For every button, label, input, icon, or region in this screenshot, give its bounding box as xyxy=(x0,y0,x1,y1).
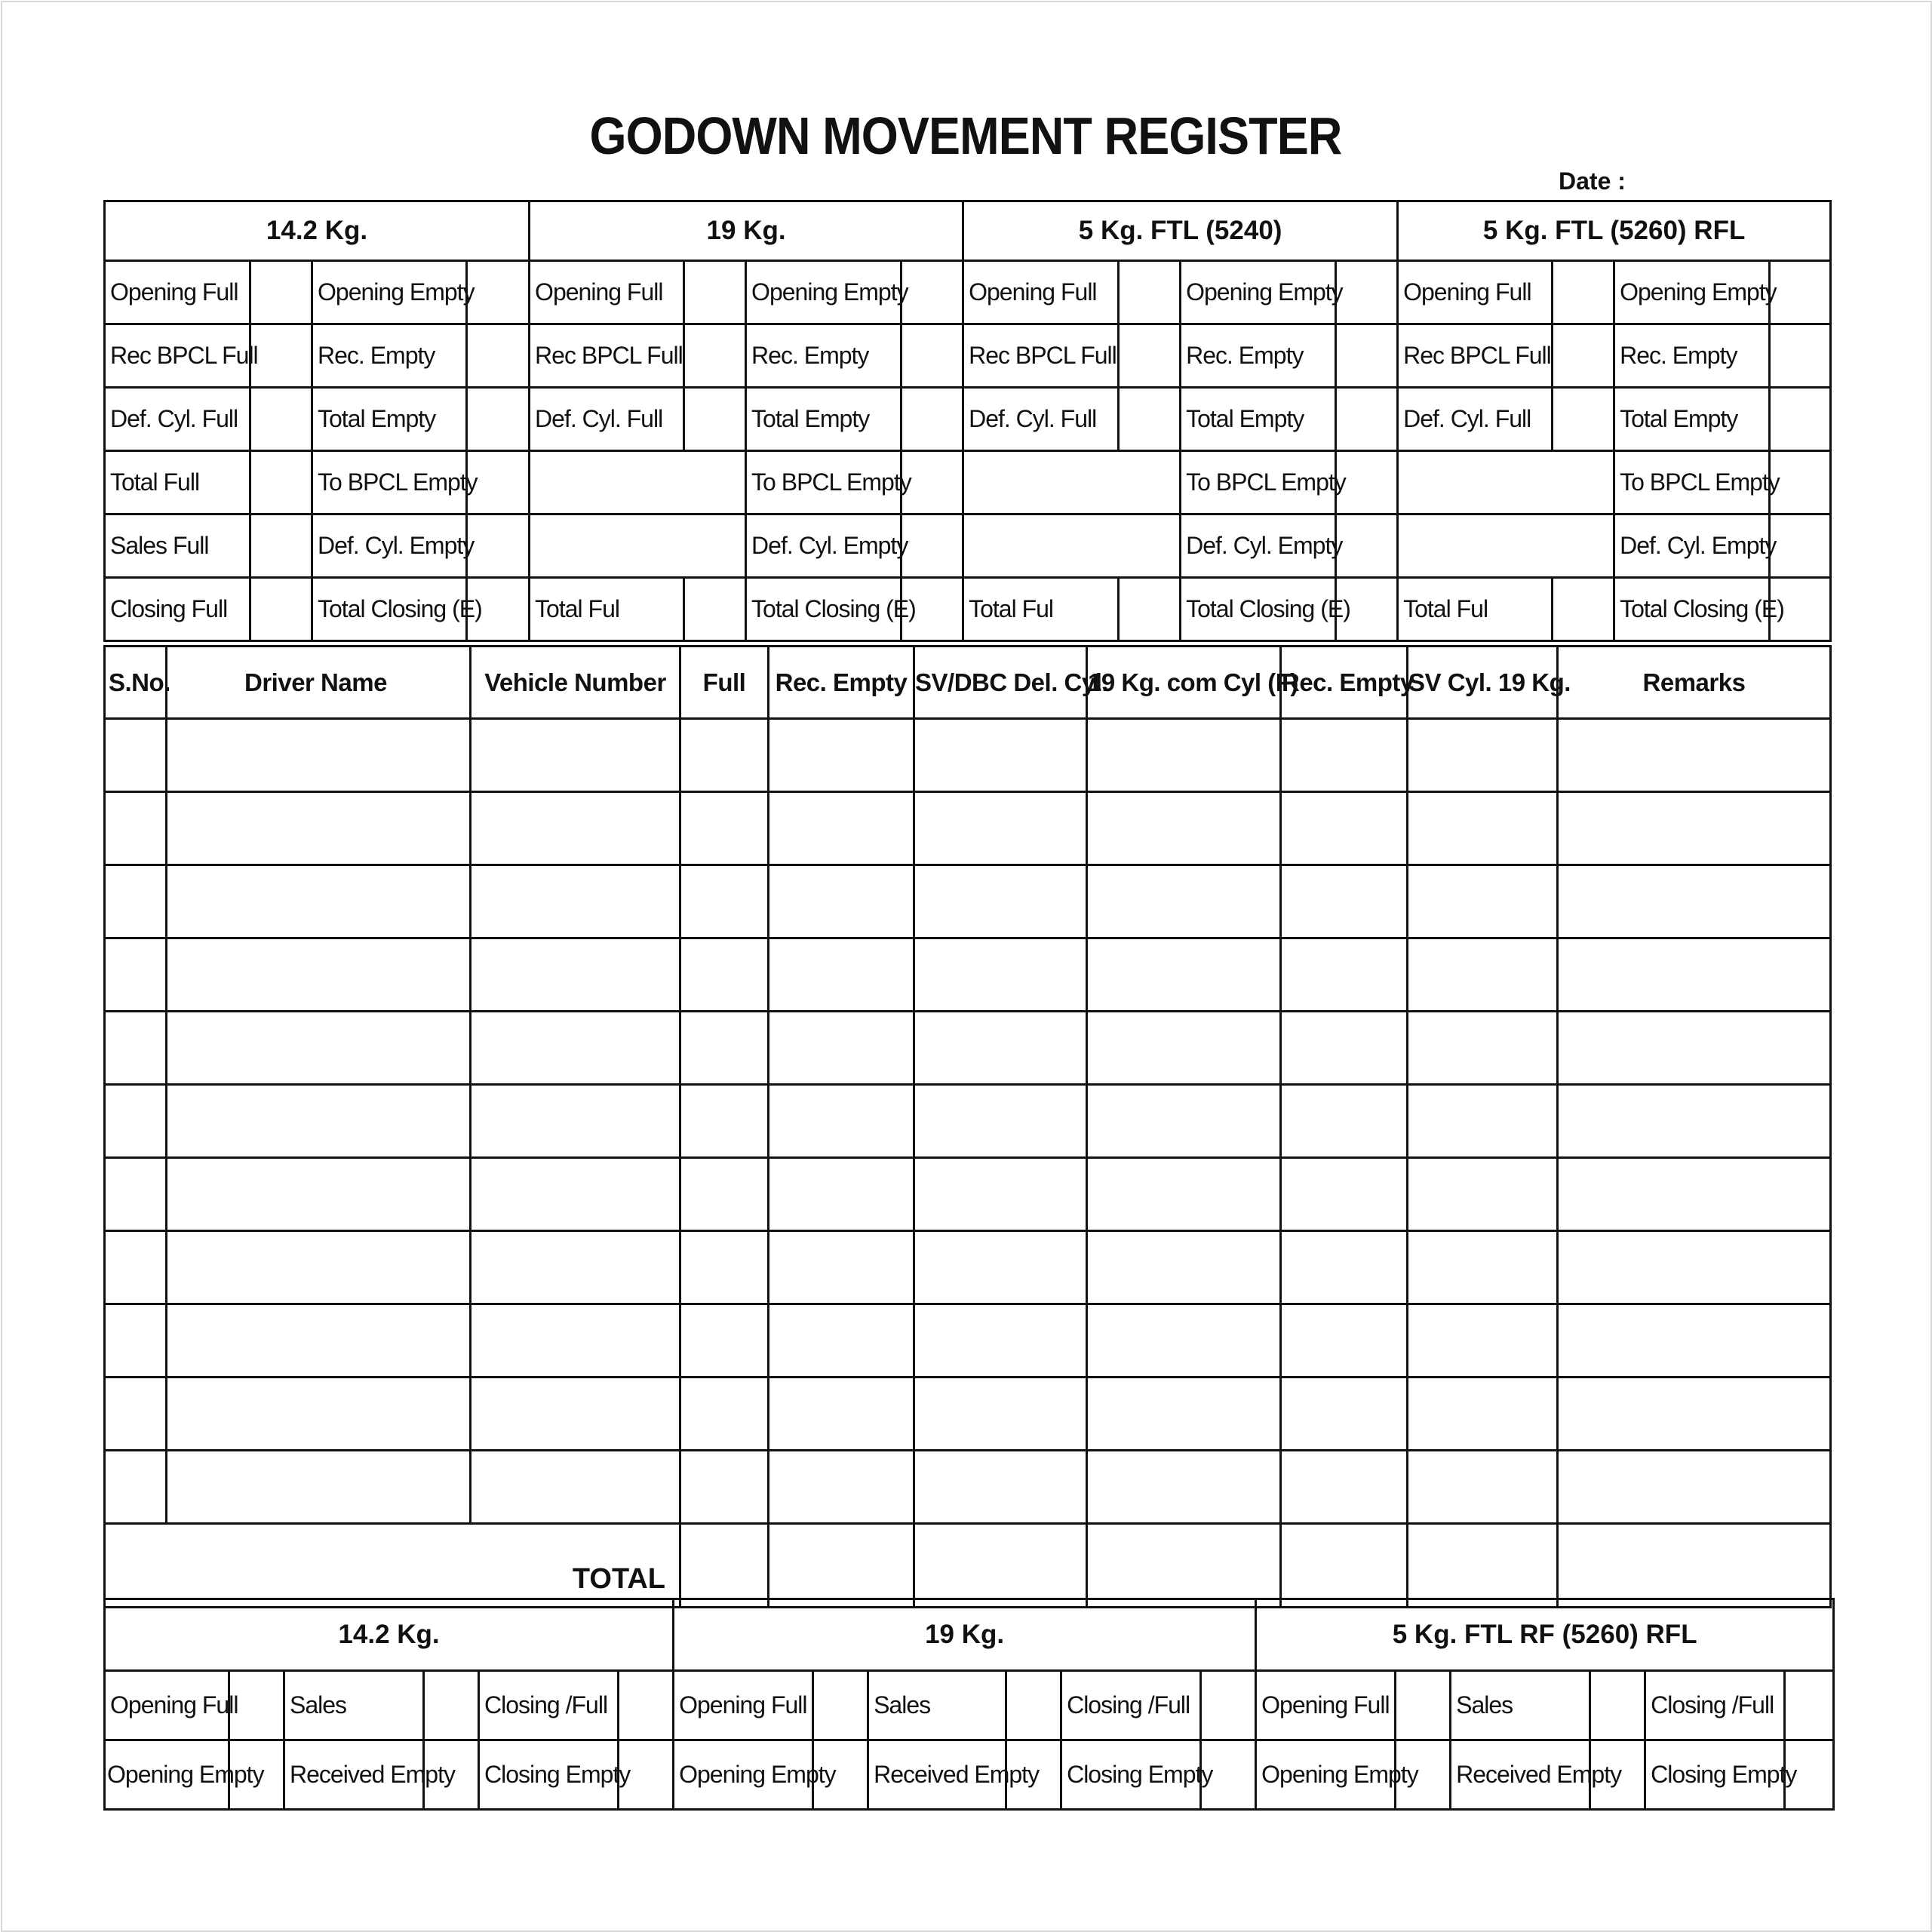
stock-label: To BPCL Empty xyxy=(1614,451,1770,514)
col-full: Full xyxy=(680,647,769,719)
summary-value-cell[interactable] xyxy=(424,1671,479,1740)
table-cell[interactable] xyxy=(167,1304,471,1378)
table-cell[interactable] xyxy=(914,792,1087,865)
table-cell[interactable] xyxy=(167,1378,471,1451)
movement-header-row xyxy=(105,647,1831,719)
table-cell[interactable] xyxy=(769,1158,914,1231)
table-row xyxy=(105,1451,1831,1524)
table-cell[interactable] xyxy=(471,1304,680,1378)
table-cell[interactable] xyxy=(769,1304,914,1378)
table-cell[interactable] xyxy=(769,938,914,1012)
summary-label: Opening Full xyxy=(1256,1671,1396,1740)
table-cell[interactable] xyxy=(769,1231,914,1304)
stock-label: Rec. Empty xyxy=(312,324,467,388)
table-cell[interactable] xyxy=(680,1158,769,1231)
summary-label: Received Empty xyxy=(1451,1740,1590,1810)
stock-label: Rec BPCL Full xyxy=(1398,324,1553,388)
table-cell[interactable] xyxy=(1087,865,1281,938)
table-cell[interactable] xyxy=(105,1304,167,1378)
table-cell[interactable] xyxy=(1087,1451,1281,1524)
table-cell[interactable] xyxy=(1281,1378,1408,1451)
stock-label: To BPCL Empty xyxy=(746,451,901,514)
summary-value-cell[interactable] xyxy=(813,1671,868,1740)
total-row xyxy=(105,1524,1831,1608)
table-cell[interactable] xyxy=(914,1158,1087,1231)
table-cell[interactable] xyxy=(1558,1158,1831,1231)
stock-label: To BPCL Empty xyxy=(312,451,467,514)
table-cell[interactable] xyxy=(1087,1231,1281,1304)
stock-label: Total Ful xyxy=(963,578,1119,641)
stock-empty-cell[interactable] xyxy=(1398,514,1614,578)
table-cell[interactable] xyxy=(471,865,680,938)
total-label: TOTAL xyxy=(105,1524,680,1608)
table-row xyxy=(105,1231,1831,1304)
summary-label: Opening Full xyxy=(674,1671,813,1740)
table-cell[interactable] xyxy=(1087,1158,1281,1231)
table-cell[interactable] xyxy=(680,792,769,865)
table-cell[interactable] xyxy=(471,1085,680,1158)
table-cell[interactable] xyxy=(1408,792,1558,865)
table-cell[interactable] xyxy=(471,1378,680,1451)
table-cell[interactable] xyxy=(1558,865,1831,938)
stock-label: Def. Cyl. Full xyxy=(1398,388,1553,451)
summary-value-cell[interactable] xyxy=(1201,1671,1256,1740)
total-cell[interactable] xyxy=(769,1524,914,1608)
stock-empty-cell[interactable] xyxy=(963,514,1181,578)
table-cell[interactable] xyxy=(105,1451,167,1524)
stock-value-cell[interactable] xyxy=(1770,261,1831,324)
stock-label: Rec BPCL Full xyxy=(105,324,250,388)
table-cell[interactable] xyxy=(769,1085,914,1158)
table-cell[interactable] xyxy=(471,1451,680,1524)
movement-table xyxy=(103,645,1832,1608)
stock-value-cell[interactable] xyxy=(684,324,746,388)
table-row xyxy=(105,1304,1831,1378)
stock-value-cell[interactable] xyxy=(1553,388,1614,451)
stock-label: To BPCL Empty xyxy=(1181,451,1336,514)
table-cell[interactable] xyxy=(105,1012,167,1085)
table-cell[interactable] xyxy=(1087,1378,1281,1451)
table-cell[interactable] xyxy=(1087,938,1281,1012)
total-cell[interactable] xyxy=(1408,1524,1558,1608)
table-cell[interactable] xyxy=(167,1085,471,1158)
table-cell[interactable] xyxy=(1281,1012,1408,1085)
table-cell[interactable] xyxy=(1408,1451,1558,1524)
stock-label: Opening Full xyxy=(963,261,1119,324)
summary-label: Opening Empty xyxy=(674,1740,813,1810)
table-cell[interactable] xyxy=(167,719,471,792)
summary-label: Received Empty xyxy=(284,1740,424,1810)
table-row xyxy=(105,1012,1831,1085)
table-cell[interactable] xyxy=(1408,1158,1558,1231)
table-cell[interactable] xyxy=(1558,1451,1831,1524)
table-cell[interactable] xyxy=(680,1231,769,1304)
table-cell[interactable] xyxy=(1281,792,1408,865)
stock-empty-cell[interactable] xyxy=(530,514,746,578)
table-cell[interactable] xyxy=(1558,1304,1831,1378)
stock-value-cell[interactable] xyxy=(684,261,746,324)
stock-value-cell[interactable] xyxy=(250,578,312,641)
table-cell[interactable] xyxy=(680,865,769,938)
table-cell[interactable] xyxy=(680,1378,769,1451)
table-cell[interactable] xyxy=(914,938,1087,1012)
summary-value-cell[interactable] xyxy=(1396,1671,1451,1740)
stock-value-cell[interactable] xyxy=(901,514,963,578)
table-cell[interactable] xyxy=(105,792,167,865)
summary-label: Sales xyxy=(868,1671,1006,1740)
table-cell[interactable] xyxy=(1558,792,1831,865)
summary-heading-14kg: 14.2 Kg. xyxy=(105,1599,674,1671)
table-cell[interactable] xyxy=(105,1158,167,1231)
table-cell[interactable] xyxy=(471,1158,680,1231)
stock-empty-cell[interactable] xyxy=(1398,451,1614,514)
table-cell[interactable] xyxy=(1408,719,1558,792)
stock-label: Def. Cyl. Full xyxy=(105,388,250,451)
table-cell[interactable] xyxy=(680,1012,769,1085)
table-cell[interactable] xyxy=(1087,1304,1281,1378)
stock-value-cell[interactable] xyxy=(250,451,312,514)
col-vehicle-number: Vehicle Number xyxy=(471,647,680,719)
stock-value-cell[interactable] xyxy=(684,578,746,641)
table-cell[interactable] xyxy=(1281,1085,1408,1158)
table-cell[interactable] xyxy=(680,1304,769,1378)
stock-value-cell[interactable] xyxy=(467,388,530,451)
stock-label: Total Empty xyxy=(746,388,901,451)
stock-label: Rec BPCL Full xyxy=(530,324,684,388)
stock-label: Opening Empty xyxy=(746,261,901,324)
summary-heading-19kg: 19 Kg. xyxy=(674,1599,1256,1671)
table-cell[interactable] xyxy=(1408,938,1558,1012)
table-cell[interactable] xyxy=(1281,1158,1408,1231)
table-cell[interactable] xyxy=(1281,1231,1408,1304)
table-cell[interactable] xyxy=(1558,1378,1831,1451)
summary-label: Opening Empty xyxy=(1256,1740,1396,1810)
table-cell[interactable] xyxy=(769,1378,914,1451)
stock-value-cell[interactable] xyxy=(467,514,530,578)
table-cell[interactable] xyxy=(1408,1012,1558,1085)
stock-value-cell[interactable] xyxy=(901,261,963,324)
summary-value-cell[interactable] xyxy=(619,1671,674,1740)
table-cell[interactable] xyxy=(1558,938,1831,1012)
table-cell[interactable] xyxy=(1408,1085,1558,1158)
summary-label: Opening Full xyxy=(105,1671,229,1740)
stock-label: Opening Full xyxy=(105,261,250,324)
stock-value-cell[interactable] xyxy=(1770,324,1831,388)
table-cell[interactable] xyxy=(1087,1085,1281,1158)
stock-value-cell[interactable] xyxy=(1336,388,1398,451)
stock-value-cell[interactable] xyxy=(1553,261,1614,324)
stock-label: Rec BPCL Full xyxy=(963,324,1119,388)
summary-heading-5kg: 5 Kg. FTL RF (5260) RFL xyxy=(1256,1599,1834,1671)
stock-value-cell[interactable] xyxy=(1336,514,1398,578)
table-cell[interactable] xyxy=(769,792,914,865)
stock-label: Rec. Empty xyxy=(1614,324,1770,388)
page-title: GODOWN MOVEMENT REGISTER xyxy=(589,106,1342,165)
table-cell[interactable] xyxy=(680,719,769,792)
table-cell[interactable] xyxy=(471,792,680,865)
table-cell[interactable] xyxy=(769,1451,914,1524)
stock-value-cell[interactable] xyxy=(467,261,530,324)
table-cell[interactable] xyxy=(105,865,167,938)
table-cell[interactable] xyxy=(914,1378,1087,1451)
col-sv-cyl-19kg: SV Cyl. 19 Kg. xyxy=(1408,647,1558,719)
table-cell[interactable] xyxy=(471,1012,680,1085)
col-remarks: Remarks xyxy=(1558,647,1831,719)
stock-table xyxy=(103,200,1832,642)
stock-label: Total Closing (E) xyxy=(746,578,901,641)
stock-label: Def. Cyl. Empty xyxy=(1614,514,1770,578)
stock-label: Rec. Empty xyxy=(746,324,901,388)
col-19kg-com-cyl: 19 Kg. com Cyl (F) xyxy=(1087,647,1281,719)
col-rec-empty: Rec. Empty xyxy=(769,647,914,719)
stock-label: Total Empty xyxy=(1181,388,1336,451)
stock-label: Opening Full xyxy=(1398,261,1553,324)
summary-label: Closing /Full xyxy=(1645,1671,1785,1740)
stock-value-cell[interactable] xyxy=(1119,261,1181,324)
total-cell[interactable] xyxy=(680,1524,769,1608)
table-cell[interactable] xyxy=(1087,792,1281,865)
stock-value-cell[interactable] xyxy=(1553,578,1614,641)
table-cell[interactable] xyxy=(167,1158,471,1231)
stock-value-cell[interactable] xyxy=(1336,324,1398,388)
section-heading-5kg-5240: 5 Kg. FTL (5240) xyxy=(963,201,1398,261)
table-row xyxy=(105,719,1831,792)
table-cell[interactable] xyxy=(1087,719,1281,792)
summary-value-cell[interactable] xyxy=(1785,1671,1834,1740)
stock-label: Total Ful xyxy=(530,578,684,641)
table-cell[interactable] xyxy=(471,938,680,1012)
stock-value-cell[interactable] xyxy=(1553,324,1614,388)
table-cell[interactable] xyxy=(167,1231,471,1304)
table-row xyxy=(105,1085,1831,1158)
table-cell[interactable] xyxy=(105,719,167,792)
stock-label: Total Empty xyxy=(1614,388,1770,451)
col-sno: S.No. xyxy=(105,647,167,719)
section-heading-5kg-5260: 5 Kg. FTL (5260) RFL xyxy=(1398,201,1831,261)
stock-label: Def. Cyl. Full xyxy=(530,388,684,451)
stock-value-cell[interactable] xyxy=(250,324,312,388)
summary-table xyxy=(103,1598,1835,1811)
stock-value-cell[interactable] xyxy=(901,324,963,388)
table-row xyxy=(105,938,1831,1012)
stock-label: Def. Cyl. Empty xyxy=(746,514,901,578)
table-cell[interactable] xyxy=(1281,1451,1408,1524)
stock-label: Total Closing (E) xyxy=(1614,578,1770,641)
stock-value-cell[interactable] xyxy=(1336,261,1398,324)
stock-label: Opening Full xyxy=(530,261,684,324)
col-sv-dbc-del-cyl: SV/DBC Del. Cyl. xyxy=(914,647,1087,719)
total-cell[interactable] xyxy=(914,1524,1087,1608)
table-row xyxy=(105,865,1831,938)
table-cell[interactable] xyxy=(914,1451,1087,1524)
stock-value-cell[interactable] xyxy=(250,514,312,578)
table-cell[interactable] xyxy=(1408,1231,1558,1304)
table-cell[interactable] xyxy=(914,719,1087,792)
table-cell[interactable] xyxy=(1408,1378,1558,1451)
stock-label: Def. Cyl. Full xyxy=(963,388,1119,451)
total-cell[interactable] xyxy=(1087,1524,1281,1608)
stock-value-cell[interactable] xyxy=(1119,578,1181,641)
stock-value-cell[interactable] xyxy=(467,324,530,388)
stock-empty-cell[interactable] xyxy=(963,451,1181,514)
total-cell[interactable] xyxy=(1281,1524,1408,1608)
summary-label: Closing /Full xyxy=(479,1671,619,1740)
stock-label: Total Closing (E) xyxy=(312,578,467,641)
table-cell[interactable] xyxy=(914,1085,1087,1158)
stock-value-cell[interactable] xyxy=(1770,388,1831,451)
summary-label: Closing Empty xyxy=(1645,1740,1785,1810)
stock-label: Opening Empty xyxy=(312,261,467,324)
table-cell[interactable] xyxy=(105,1085,167,1158)
summary-label: Received Empty xyxy=(868,1740,1006,1810)
stock-label: Total Full xyxy=(105,451,250,514)
stock-label: Closing Full xyxy=(105,578,250,641)
table-cell[interactable] xyxy=(105,1378,167,1451)
table-cell[interactable] xyxy=(1281,938,1408,1012)
total-cell[interactable] xyxy=(1558,1524,1831,1608)
stock-value-cell[interactable] xyxy=(1770,514,1831,578)
table-row xyxy=(105,1158,1831,1231)
table-cell[interactable] xyxy=(167,865,471,938)
table-cell[interactable] xyxy=(471,1231,680,1304)
table-cell[interactable] xyxy=(914,1304,1087,1378)
summary-label: Closing /Full xyxy=(1061,1671,1201,1740)
table-cell[interactable] xyxy=(1408,1304,1558,1378)
table-cell[interactable] xyxy=(1281,719,1408,792)
table-cell[interactable] xyxy=(1408,865,1558,938)
stock-value-cell[interactable] xyxy=(1119,388,1181,451)
table-cell[interactable] xyxy=(680,938,769,1012)
stock-label: Def. Cyl. Empty xyxy=(1181,514,1336,578)
col-driver-name: Driver Name xyxy=(167,647,471,719)
table-cell[interactable] xyxy=(914,865,1087,938)
stock-empty-cell[interactable] xyxy=(530,451,746,514)
stock-label: Total Ful xyxy=(1398,578,1553,641)
table-cell[interactable] xyxy=(1558,719,1831,792)
stock-label: Opening Empty xyxy=(1181,261,1336,324)
section-heading-14kg: 14.2 Kg. xyxy=(105,201,530,261)
date-label: Date : xyxy=(1559,167,1626,195)
stock-value-cell[interactable] xyxy=(901,388,963,451)
stock-label: Sales Full xyxy=(105,514,250,578)
table-cell[interactable] xyxy=(680,1085,769,1158)
table-cell[interactable] xyxy=(680,1451,769,1524)
section-heading-19kg: 19 Kg. xyxy=(530,201,963,261)
summary-label: Closing Empty xyxy=(479,1740,619,1810)
summary-value-cell[interactable] xyxy=(1590,1671,1645,1740)
table-cell[interactable] xyxy=(1281,865,1408,938)
stock-value-cell[interactable] xyxy=(684,388,746,451)
table-cell[interactable] xyxy=(167,938,471,1012)
table-cell[interactable] xyxy=(1558,1231,1831,1304)
table-cell[interactable] xyxy=(471,719,680,792)
summary-label: Sales xyxy=(1451,1671,1590,1740)
stock-value-cell[interactable] xyxy=(1119,324,1181,388)
stock-value-cell[interactable] xyxy=(250,388,312,451)
summary-label: Closing Empty xyxy=(1061,1740,1201,1810)
table-cell[interactable] xyxy=(914,1231,1087,1304)
table-cell[interactable] xyxy=(167,1012,471,1085)
table-cell[interactable] xyxy=(105,1231,167,1304)
table-cell[interactable] xyxy=(769,1012,914,1085)
stock-label: Rec. Empty xyxy=(1181,324,1336,388)
table-cell[interactable] xyxy=(914,1012,1087,1085)
table-cell[interactable] xyxy=(769,719,914,792)
stock-label: Total Empty xyxy=(312,388,467,451)
table-cell[interactable] xyxy=(1281,1304,1408,1378)
table-cell[interactable] xyxy=(1558,1085,1831,1158)
summary-label: Opening Empty xyxy=(105,1740,229,1810)
stock-label: Total Closing (E) xyxy=(1181,578,1336,641)
table-cell[interactable] xyxy=(1558,1012,1831,1085)
table-cell[interactable] xyxy=(167,792,471,865)
table-cell[interactable] xyxy=(1087,1012,1281,1085)
table-cell[interactable] xyxy=(167,1451,471,1524)
table-cell[interactable] xyxy=(769,865,914,938)
summary-label: Sales xyxy=(284,1671,424,1740)
stock-label: Def. Cyl. Empty xyxy=(312,514,467,578)
table-cell[interactable] xyxy=(105,938,167,1012)
summary-value-cell[interactable] xyxy=(1006,1671,1061,1740)
table-row xyxy=(105,792,1831,865)
col-rec-empty-2: Rec. Empty xyxy=(1281,647,1408,719)
stock-label: Opening Empty xyxy=(1614,261,1770,324)
table-row xyxy=(105,1378,1831,1451)
stock-value-cell[interactable] xyxy=(250,261,312,324)
